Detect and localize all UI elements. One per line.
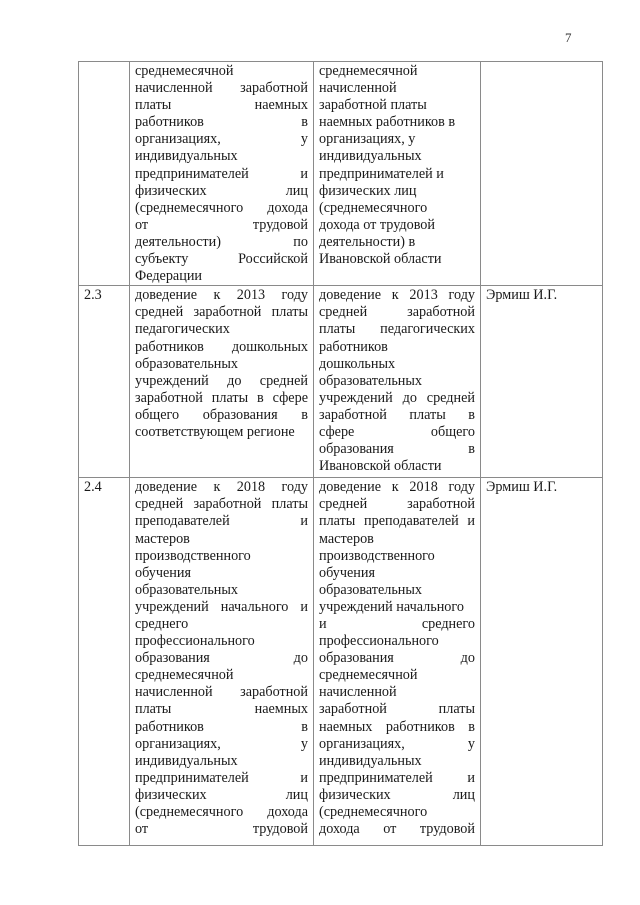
- cell-text-line: заработной платы в сфере: [135, 389, 308, 406]
- cell-text-line: работников дошкольных: [135, 338, 308, 355]
- cell-text-line: индивидуальных: [135, 752, 238, 769]
- table-row: [79, 62, 603, 286]
- cell-text-line: начисленной: [319, 80, 397, 97]
- cell-text-line: образовательных: [319, 581, 423, 598]
- cell-text-line: наемных работников в: [319, 114, 456, 131]
- cell-text-line: доведение к 2013 году: [135, 287, 308, 304]
- cell-text-line: средней заработной: [319, 496, 475, 513]
- cell-text-line: Федерации: [135, 268, 203, 285]
- cell-text-line: образования до: [319, 650, 475, 667]
- cell-text-line: среднего: [135, 615, 189, 632]
- cell-text-line: образования в: [319, 441, 475, 458]
- cell-text-line: предпринимателей и: [135, 769, 308, 786]
- cell-text-line: индивидуальных: [135, 148, 238, 165]
- cell-text-line: организациях, у: [319, 735, 475, 752]
- cell-text-line: учреждений начального: [319, 598, 464, 615]
- cell-text-line: деятельности) в: [319, 233, 416, 250]
- cell-text-line: средней заработной: [319, 304, 475, 321]
- cell-text-line: учреждений до средней: [319, 389, 475, 406]
- cell-text-line: заработной платы: [319, 701, 475, 718]
- cell-text-line: предпринимателей и: [319, 769, 475, 786]
- cell-text-line: мастеров: [135, 530, 190, 547]
- cell-text-line: дошкольных: [319, 355, 396, 372]
- cell-text-line: от трудовой: [135, 216, 308, 233]
- responsible-cell: [481, 62, 603, 286]
- cell-text-line: производственного: [135, 547, 251, 564]
- cell-text-line: (среднемесячного дохода: [135, 199, 308, 216]
- cell-text-line: сфере общего: [319, 423, 475, 440]
- cell-text-line: дохода от трудовой: [319, 821, 475, 838]
- cell-text-line: профессионального: [135, 633, 255, 650]
- cell-text-line: образовательных: [135, 355, 239, 372]
- cell-text-line: средней заработной платы: [135, 496, 308, 513]
- cell-text-line: преподавателей и: [135, 513, 308, 530]
- cell-text-line: предпринимателей и: [319, 165, 444, 182]
- cell-text-line: Ивановской области: [319, 458, 442, 475]
- cell-text-line: начисленной заработной: [135, 80, 308, 97]
- cell-text-line: учреждений до средней: [135, 372, 308, 389]
- cell-text-line: платы наемных: [135, 97, 308, 114]
- cell-text-line: доведение к 2013 году: [319, 287, 475, 304]
- cell-text-line: (среднемесячного: [319, 199, 428, 216]
- cell-text-line: доведение к 2018 году: [135, 479, 308, 496]
- cell-text-line: от трудовой: [135, 821, 308, 838]
- measures-table: [78, 61, 603, 846]
- cell-text-line: физических лиц: [319, 182, 417, 199]
- cell-text-line: дохода от трудовой: [319, 216, 435, 233]
- cell-text-line: среднемесячной: [135, 667, 234, 684]
- cell-text-line: работников в: [135, 718, 308, 735]
- cell-text-line: индивидуальных: [319, 148, 422, 165]
- cell-text-line: наемных работников в: [319, 718, 475, 735]
- target-indicator-cell: [130, 62, 314, 286]
- item-number-cell: 2.3: [79, 286, 130, 478]
- regional-indicator-cell: [314, 286, 481, 478]
- cell-text-line: Ивановской области: [319, 251, 442, 268]
- cell-text-line: физических лиц: [135, 786, 308, 803]
- responsible-cell: Эрмиш И.Г.: [481, 478, 603, 846]
- table-row: [79, 478, 603, 846]
- cell-text-line: образовательных: [135, 581, 239, 598]
- cell-text-line: профессионального: [319, 633, 439, 650]
- page-number: 7: [565, 30, 572, 45]
- cell-text-line: мастеров: [319, 530, 374, 547]
- cell-text-line: (среднемесячного: [319, 804, 428, 820]
- cell-text-line: средней заработной платы: [135, 304, 308, 321]
- cell-text-line: соответствующем регионе: [135, 423, 295, 440]
- cell-text-line: индивидуальных: [319, 752, 422, 769]
- cell-text-line: заработной платы: [319, 97, 427, 114]
- cell-text-line: педагогических: [135, 321, 230, 338]
- cell-text-line: субъекту Российской: [135, 251, 308, 268]
- responsible-cell: Эрмиш И.Г.: [481, 286, 603, 478]
- cell-text-line: организациях, у: [135, 735, 308, 752]
- cell-text-line: работников в: [135, 114, 308, 131]
- cell-text-line: платы наемных: [135, 701, 308, 718]
- item-number-cell: [79, 62, 130, 286]
- cell-text-line: обучения: [135, 564, 192, 581]
- cell-text-line: физических лиц: [135, 182, 308, 199]
- cell-text-line: среднемесячной: [319, 63, 418, 79]
- cell-text-line: и среднего: [319, 615, 475, 632]
- cell-text-line: среднемесячной: [319, 667, 418, 684]
- cell-text-line: образования до: [135, 650, 308, 667]
- cell-text-line: работников: [319, 338, 388, 355]
- cell-text-line: физических лиц: [319, 786, 475, 803]
- cell-text-line: обучения: [319, 564, 376, 581]
- cell-text-line: организациях, у: [319, 131, 416, 148]
- target-indicator-cell: [130, 478, 314, 846]
- cell-text-line: организациях, у: [135, 131, 308, 148]
- item-number-cell: 2.4: [79, 478, 130, 846]
- cell-text-line: платы преподавателей и: [319, 513, 475, 530]
- cell-text-line: производственного: [319, 547, 435, 564]
- cell-text-line: доведение к 2018 году: [319, 479, 475, 496]
- cell-text-line: заработной платы в: [319, 406, 475, 423]
- cell-text-line: образовательных: [319, 372, 423, 389]
- regional-indicator-cell: [314, 478, 481, 846]
- cell-text-line: платы педагогических: [319, 321, 475, 338]
- cell-text-line: предпринимателей и: [135, 165, 308, 182]
- cell-text-line: начисленной: [319, 684, 397, 701]
- cell-text-line: общего образования в: [135, 406, 308, 423]
- regional-indicator-cell: [314, 62, 481, 286]
- cell-text-line: учреждений начального и: [135, 598, 308, 615]
- target-indicator-cell: [130, 286, 314, 478]
- cell-text-line: деятельности) по: [135, 233, 308, 250]
- cell-text-line: начисленной заработной: [135, 684, 308, 701]
- cell-text-line: среднемесячной: [135, 63, 234, 79]
- table-row: [79, 286, 603, 478]
- cell-text-line: (среднемесячного дохода: [135, 804, 308, 820]
